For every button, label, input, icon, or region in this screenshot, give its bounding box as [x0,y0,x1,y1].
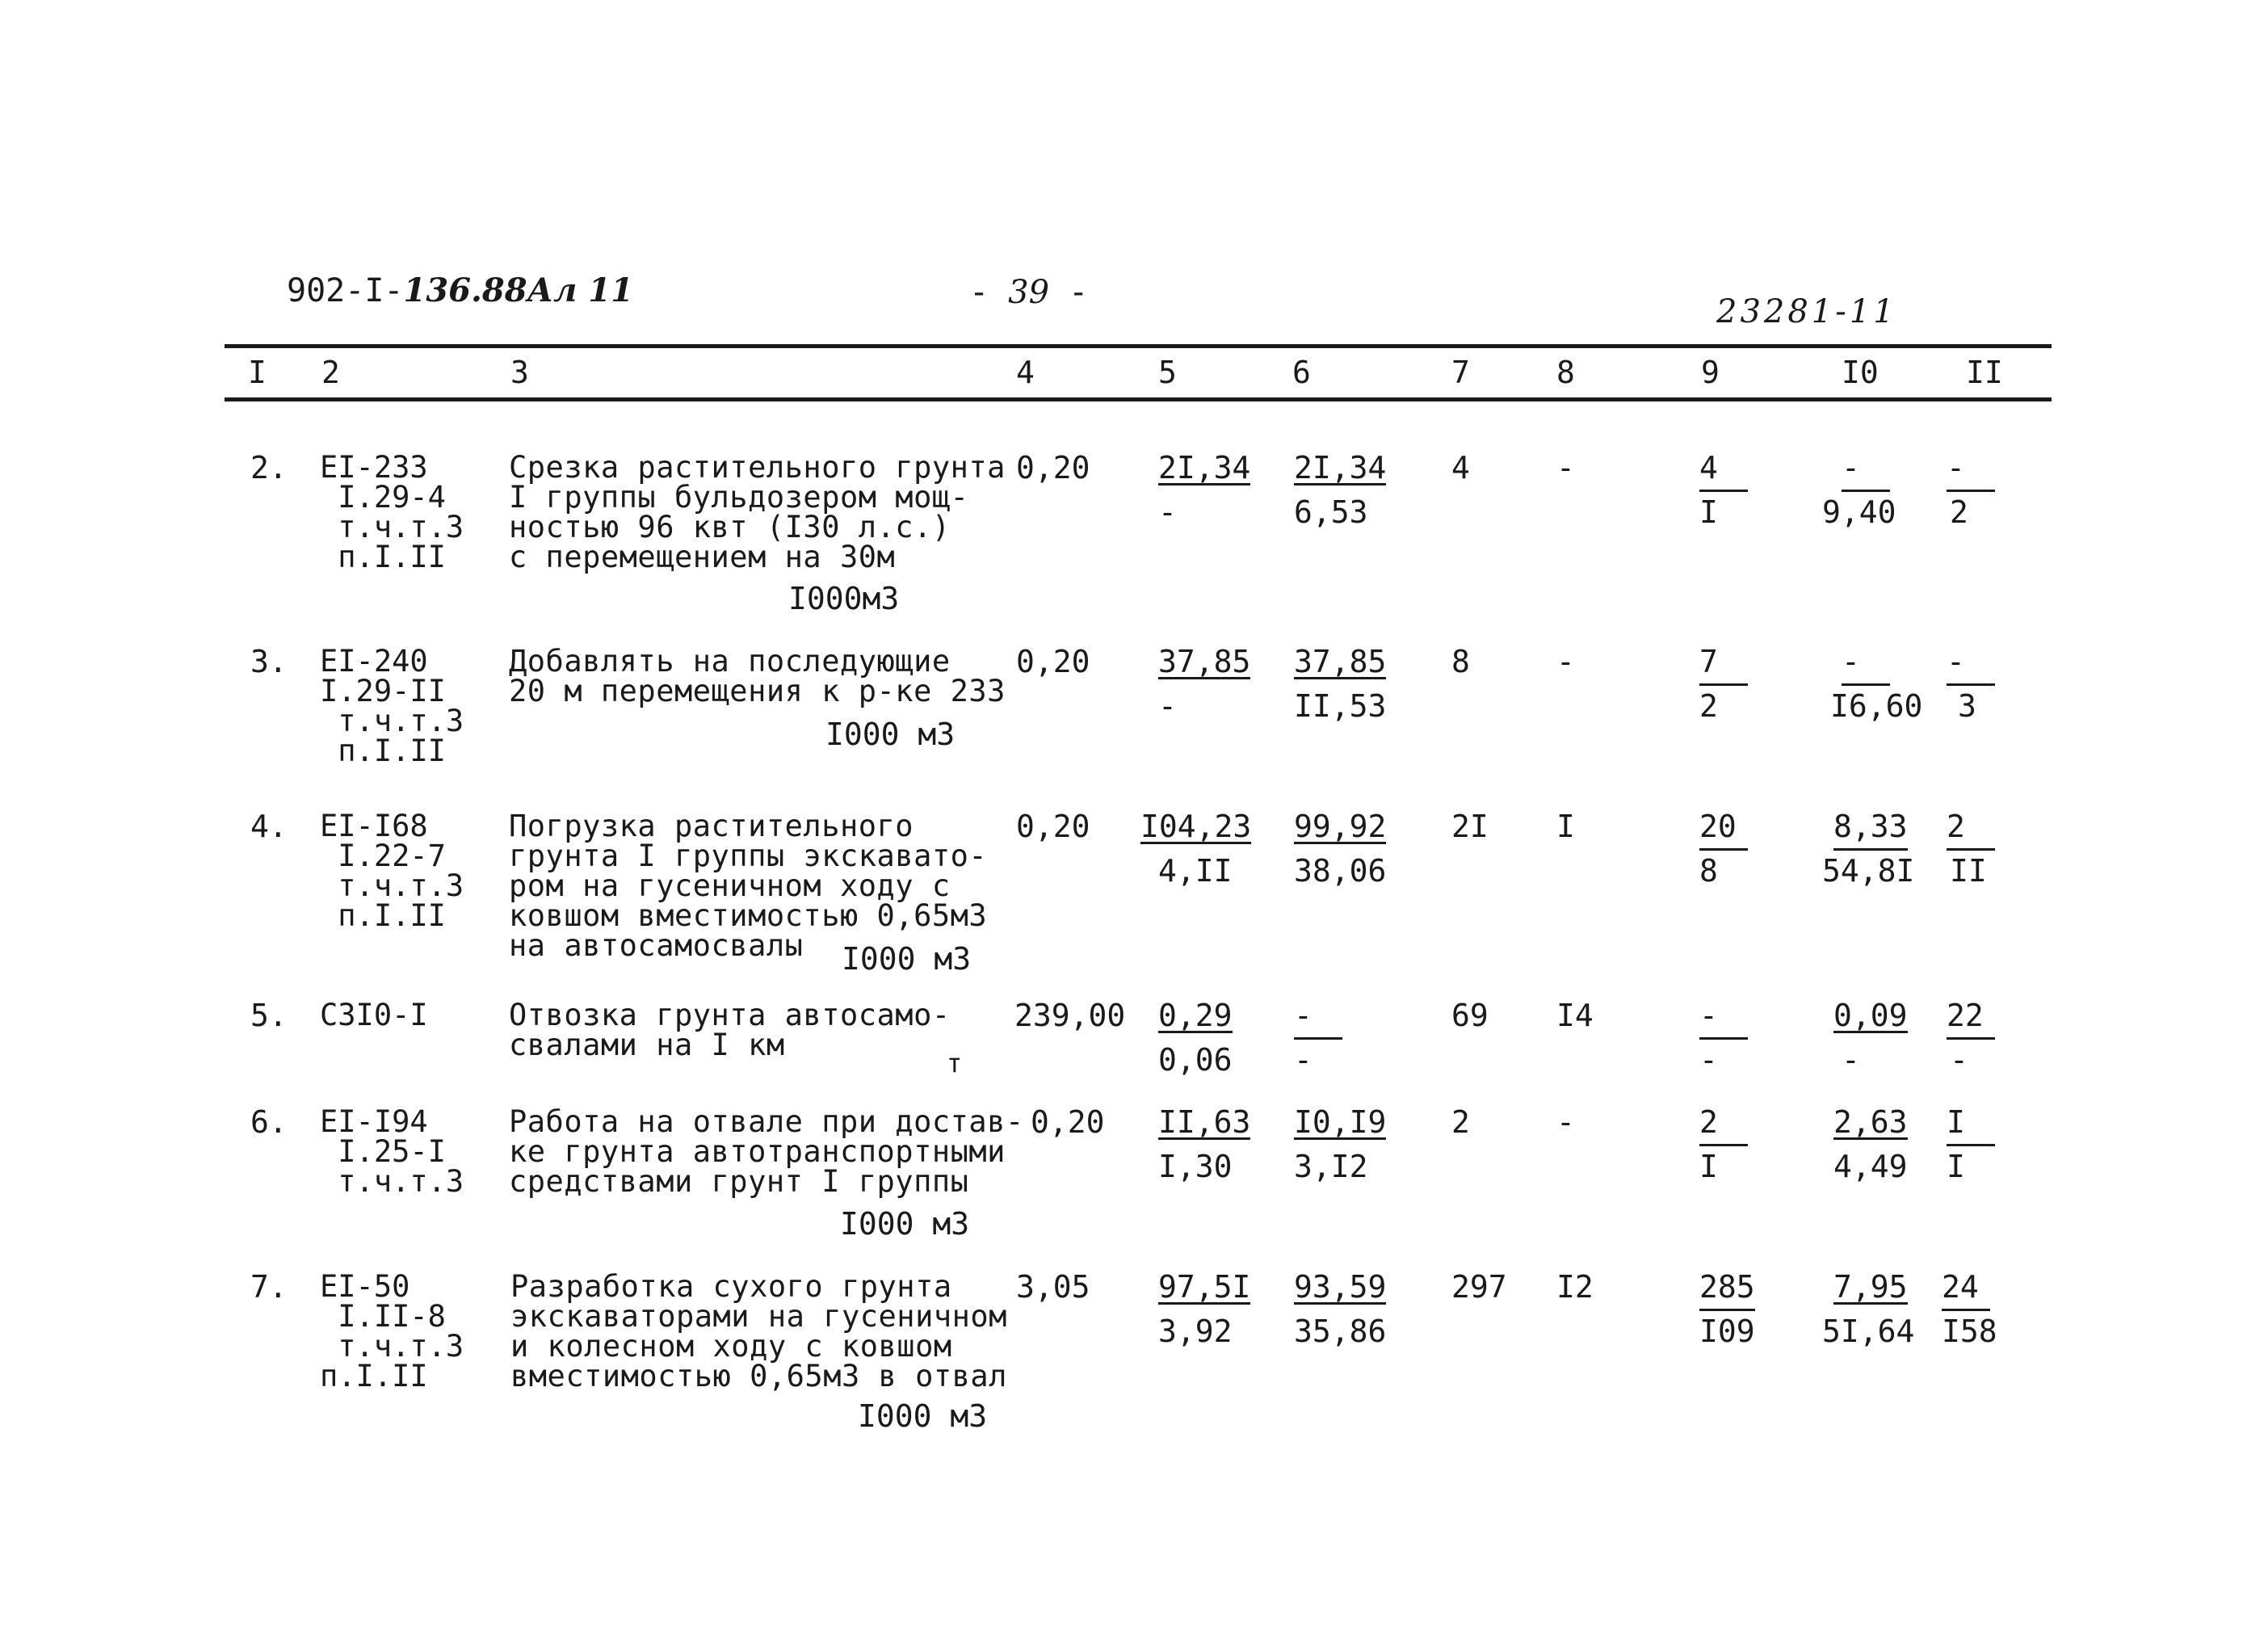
total-top-value: 99,92 [1294,809,1387,844]
work-description: Добавлять на последующие 20 м перемещения к р-ке 233 [509,644,1006,708]
total-top-value: 37,85 [1294,644,1387,679]
quantity: 0,20 [1031,1104,1105,1140]
col10-top [1833,1000,1908,1033]
col11-top-value: 22 [1947,1000,1995,1040]
column-header-7: 7 [1451,355,1470,390]
labor-value: 69 [1451,998,1489,1033]
cost-top [1158,646,1250,679]
col10-bottom: 4,49 [1833,1149,1908,1184]
norm-code: EI-I94 I.25-I т.ч.т.3 [320,1104,464,1199]
col11-top [1947,646,1995,686]
cost-bottom: 0,06 [1158,1042,1233,1078]
labor-value: 2 [1451,1104,1470,1140]
col10-bottom: - [1842,1042,1860,1078]
total-bottom: - [1294,1042,1312,1078]
archive-number: 23281-11 [1716,293,1897,330]
column-header-9: 9 [1701,355,1720,390]
col11-top [1947,811,1995,851]
col9-bottom: I09 [1699,1314,1755,1349]
col9-bottom: I [1699,1149,1718,1184]
col10-top [1842,646,1890,686]
unit-label: I000 м3 [858,1398,988,1434]
col11-top-value: I [1947,1107,1995,1146]
cost-top-value: 0,29 [1158,998,1233,1033]
column-header-3: 3 [510,355,529,390]
col10-top-value: - [1842,452,1890,492]
col9-top-value: 4 [1699,452,1748,492]
cost-bottom: - [1158,494,1177,530]
norm-code: EI-240 I.29-II т.ч.т.3 п.I.II [320,644,464,768]
labor-value: 297 [1451,1269,1507,1305]
col10-top [1833,811,1908,851]
norm-code: C3I0-I [320,998,428,1032]
work-description: Погрузка растительного грунта I группы экскавато- ром на гусеничном ходу с ковшом вместимостью 0,65м3 на автосамосвалы [509,809,988,963]
row-number: 7. [250,1269,288,1305]
machine-labor-value: I4 [1556,998,1594,1033]
col10-top-value: 8,33 [1833,811,1908,851]
col9-top-value: - [1699,1000,1748,1040]
quantity: 0,20 [1016,644,1090,679]
page-number-value: 39 [1008,274,1050,311]
cost-bottom: - [1158,688,1177,724]
work-description: Работа на отвале при достав- ке грунта автотранспортными средствами грунт I группы [509,1104,1024,1199]
machine-labor-value: - [1556,450,1575,486]
labor-value: 4 [1451,450,1470,486]
col9-bottom: 8 [1699,853,1718,889]
work-description: Отвозка грунта автосамо- свалами на I км [509,998,951,1062]
col11-bottom: 2 [1950,494,1968,530]
column-header-2: 2 [321,355,340,390]
col10-bottom: 9,40 [1822,494,1896,530]
page-number-suffix: - [1049,274,1089,311]
unit-label: I000 м3 [825,717,956,752]
quantity: 239,00 [1014,998,1126,1033]
col11-bottom: I [1947,1149,1965,1184]
cost-bottom: 4,II [1158,853,1233,889]
total-bottom: 38,06 [1294,853,1387,889]
col9-bottom: 2 [1699,688,1718,724]
unit-label: I000м3 [788,581,900,616]
column-header-8: 8 [1556,355,1575,390]
col10-top [1833,1269,1908,1305]
quantity: 0,20 [1016,809,1090,844]
col11-top [1942,1269,1990,1311]
total-top-value: 93,59 [1294,1269,1387,1305]
col9-top [1699,1104,1748,1146]
col9-top [1699,1000,1748,1040]
total-top-value: - [1294,1000,1342,1040]
total-top-value: 2I,34 [1294,450,1387,486]
col10-bottom: 5I,64 [1822,1314,1915,1349]
norm-code: EI-I68 I.22-7 т.ч.т.3 п.I.II [320,809,464,933]
col9-top [1699,811,1748,851]
column-header-4: 4 [1016,355,1035,390]
total-top [1294,1104,1387,1140]
work-description: Разработка сухого грунта экскаваторами на гусеничном и колесном ходу с ковшом вместимостью 0,65м3 в отвал [510,1269,1007,1393]
table-header-rule [225,397,2052,401]
col9-top [1699,452,1748,492]
row-number: 6. [250,1104,288,1140]
total-bottom: 3,I2 [1294,1149,1368,1184]
cost-top [1158,1000,1233,1033]
cost-top-value: 2I,34 [1158,450,1251,486]
total-top-value: I0,I9 [1294,1104,1387,1140]
cost-bottom: 3,92 [1158,1314,1233,1349]
col11-top [1947,1104,1995,1146]
col9-bottom: I [1699,494,1718,530]
col11-top-value: - [1947,452,1995,492]
col10-bottom: I6,60 [1830,688,1923,724]
col9-bottom: - [1699,1042,1718,1078]
row-number: 3. [250,644,288,679]
col10-top-value: - [1842,646,1890,686]
unit-label: т [947,1048,963,1078]
document-code [287,271,634,309]
column-header-1: I [248,355,267,390]
machine-labor-value: - [1556,1104,1575,1140]
total-bottom: 6,53 [1294,494,1368,530]
col10-top-value: 2,63 [1833,1104,1908,1140]
col9-top [1699,646,1748,686]
col11-bottom: II [1950,853,1987,889]
cost-top [1140,811,1251,844]
col9-top-value: 7 [1699,646,1748,686]
row-number: 4. [250,809,288,844]
work-description: Срезка растительного грунта I группы бульдозером мощ- ностью 96 квт (I30 л.с.) с перемещением на 30м [509,450,1006,574]
col10-top [1833,1104,1908,1140]
col9-top-value: 285 [1699,1272,1755,1311]
cost-bottom: I,30 [1158,1149,1233,1184]
machine-labor-value: I2 [1556,1269,1594,1305]
column-header-5: 5 [1158,355,1177,390]
page-number [969,276,1088,309]
column-header-6: 6 [1292,355,1311,390]
table-top-rule [225,344,2052,348]
col11-top [1947,452,1995,492]
column-header-10: I0 [1842,355,1879,390]
col11-bottom: 3 [1958,688,1976,724]
row-number: 2. [250,450,288,486]
col11-bottom: - [1950,1042,1968,1078]
unit-label: I000 м3 [840,1206,970,1242]
col11-top-value: 2 [1947,811,1995,851]
col10-top-value: 0,09 [1833,998,1908,1033]
col10-bottom: 54,8I [1822,853,1915,889]
norm-code: EI-233 I.29-4 т.ч.т.3 п.I.II [320,450,464,574]
total-top [1294,811,1386,844]
total-top [1294,1000,1342,1040]
col11-top [1947,1000,1995,1040]
row-number: 5. [250,998,288,1033]
col11-bottom: I58 [1942,1314,1997,1349]
page-number-prefix: - [969,274,1009,311]
cost-top [1158,452,1250,486]
machine-labor-value: I [1556,809,1575,844]
col10-top-value: 7,95 [1833,1269,1908,1305]
labor-value: 2I [1451,809,1489,844]
document-code-handwritten: 136.88Ал 11 [403,271,634,309]
cost-top-value: I04,23 [1140,809,1252,844]
cost-top [1158,1104,1251,1140]
col9-top-value: 20 [1699,811,1748,851]
column-header-11: II [1966,355,2003,390]
cost-top [1158,1269,1251,1305]
quantity: 3,05 [1016,1269,1090,1305]
total-bottom: II,53 [1294,688,1387,724]
labor-value: 8 [1451,644,1470,679]
col10-top [1842,452,1890,492]
document-code-prefix: 902-I- [287,272,404,309]
col9-top-value: 2 [1699,1107,1748,1146]
col11-top-value: 24 [1942,1272,1990,1311]
col9-top [1699,1269,1755,1311]
cost-top-value: 37,85 [1158,644,1251,679]
cost-top-value: II,63 [1158,1104,1251,1140]
total-top [1294,646,1386,679]
total-bottom: 35,86 [1294,1314,1387,1349]
total-top [1294,1269,1387,1305]
cost-top-value: 97,5I [1158,1269,1251,1305]
unit-label: I000 м3 [842,941,972,977]
total-top [1294,452,1386,486]
col11-top-value: - [1947,646,1995,686]
norm-code: EI-50 I.II-8 т.ч.т.3 п.I.II [320,1269,464,1393]
quantity: 0,20 [1016,450,1090,486]
machine-labor-value: - [1556,644,1575,679]
